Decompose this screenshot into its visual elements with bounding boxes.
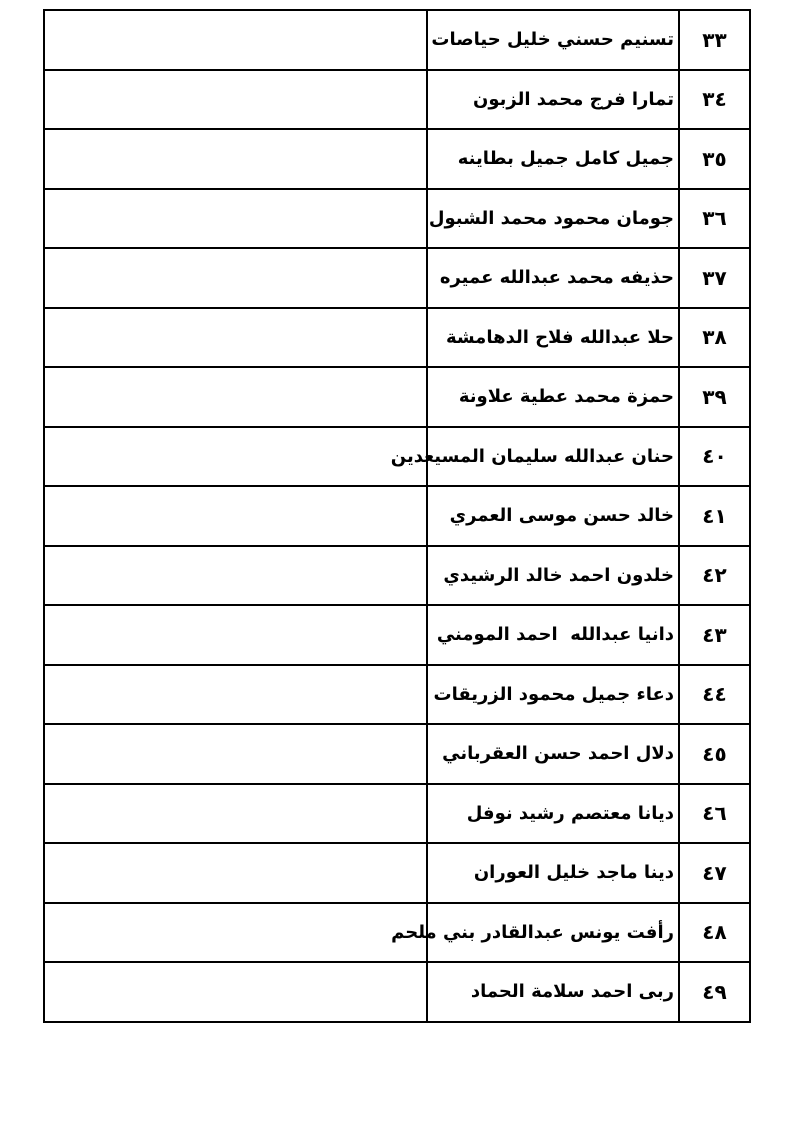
table-row xyxy=(44,843,750,903)
student-name: حمزة محمد عطية علاونة xyxy=(427,367,679,427)
table-row xyxy=(44,308,750,368)
student-name: حنان عبدالله سليمان المسيعدين xyxy=(427,427,679,487)
table-row xyxy=(44,70,750,130)
student-name: دلال احمد حسن العقرباني xyxy=(427,724,679,784)
table-row xyxy=(44,129,750,189)
empty-cell xyxy=(44,665,427,725)
row-number: ٤٩ xyxy=(679,962,750,1022)
table-row xyxy=(44,486,750,546)
empty-cell xyxy=(44,189,427,249)
row-number: ٣٩ xyxy=(679,367,750,427)
student-name: جميل كامل جميل بطاينه xyxy=(427,129,679,189)
empty-cell xyxy=(44,962,427,1022)
table-row xyxy=(44,784,750,844)
student-name: ديانا معتصم رشيد نوفل xyxy=(427,784,679,844)
table-row xyxy=(44,248,750,308)
row-number: ٣٦ xyxy=(679,189,750,249)
row-number: ٤٣ xyxy=(679,605,750,665)
row-number: ٤٦ xyxy=(679,784,750,844)
empty-cell xyxy=(44,129,427,189)
row-number: ٤٧ xyxy=(679,843,750,903)
table-row xyxy=(44,665,750,725)
table-row xyxy=(44,605,750,665)
table-row xyxy=(44,962,750,1022)
student-name: دانيا عبدالله احمد المومني xyxy=(427,605,679,665)
student-name: ربى احمد سلامة الحماد xyxy=(427,962,679,1022)
empty-cell xyxy=(44,546,427,606)
empty-cell xyxy=(44,903,427,963)
row-number: ٣٥ xyxy=(679,129,750,189)
row-number: ٤٥ xyxy=(679,724,750,784)
row-number: ٤١ xyxy=(679,486,750,546)
row-number: ٣٨ xyxy=(679,308,750,368)
student-name: حلا عبدالله فلاح الدهامشة xyxy=(427,308,679,368)
student-name: خالد حسن موسى العمري xyxy=(427,486,679,546)
empty-cell xyxy=(44,486,427,546)
table-row xyxy=(44,367,750,427)
empty-cell xyxy=(44,70,427,130)
row-number: ٣٣ xyxy=(679,10,750,70)
student-name: رأفت يونس عبدالقادر بني ملحم xyxy=(427,903,679,963)
student-table xyxy=(43,9,751,1023)
table-row xyxy=(44,903,750,963)
empty-cell xyxy=(44,248,427,308)
student-name: تمارا فرج محمد الزبون xyxy=(427,70,679,130)
row-number: ٤٤ xyxy=(679,665,750,725)
student-name: دعاء جميل محمود الزريقات xyxy=(427,665,679,725)
empty-cell xyxy=(44,784,427,844)
table-row xyxy=(44,189,750,249)
row-number: ٣٤ xyxy=(679,70,750,130)
empty-cell xyxy=(44,724,427,784)
student-list-sheet xyxy=(43,9,751,1023)
row-number: ٤٨ xyxy=(679,903,750,963)
table-row xyxy=(44,427,750,487)
empty-cell xyxy=(44,308,427,368)
table-row xyxy=(44,10,750,70)
student-name: دينا ماجد خليل العوران xyxy=(427,843,679,903)
empty-cell xyxy=(44,427,427,487)
empty-cell xyxy=(44,843,427,903)
table-row xyxy=(44,546,750,606)
student-name: تسنيم حسني خليل حياصات xyxy=(427,10,679,70)
empty-cell xyxy=(44,367,427,427)
empty-cell xyxy=(44,10,427,70)
row-number: ٣٧ xyxy=(679,248,750,308)
student-name: جومان محمود محمد الشبول xyxy=(427,189,679,249)
row-number: ٤٢ xyxy=(679,546,750,606)
student-name: خلدون احمد خالد الرشيدي xyxy=(427,546,679,606)
student-name: حذيفه محمد عبدالله عميره xyxy=(427,248,679,308)
row-number: ٤٠ xyxy=(679,427,750,487)
empty-cell xyxy=(44,605,427,665)
table-row xyxy=(44,724,750,784)
